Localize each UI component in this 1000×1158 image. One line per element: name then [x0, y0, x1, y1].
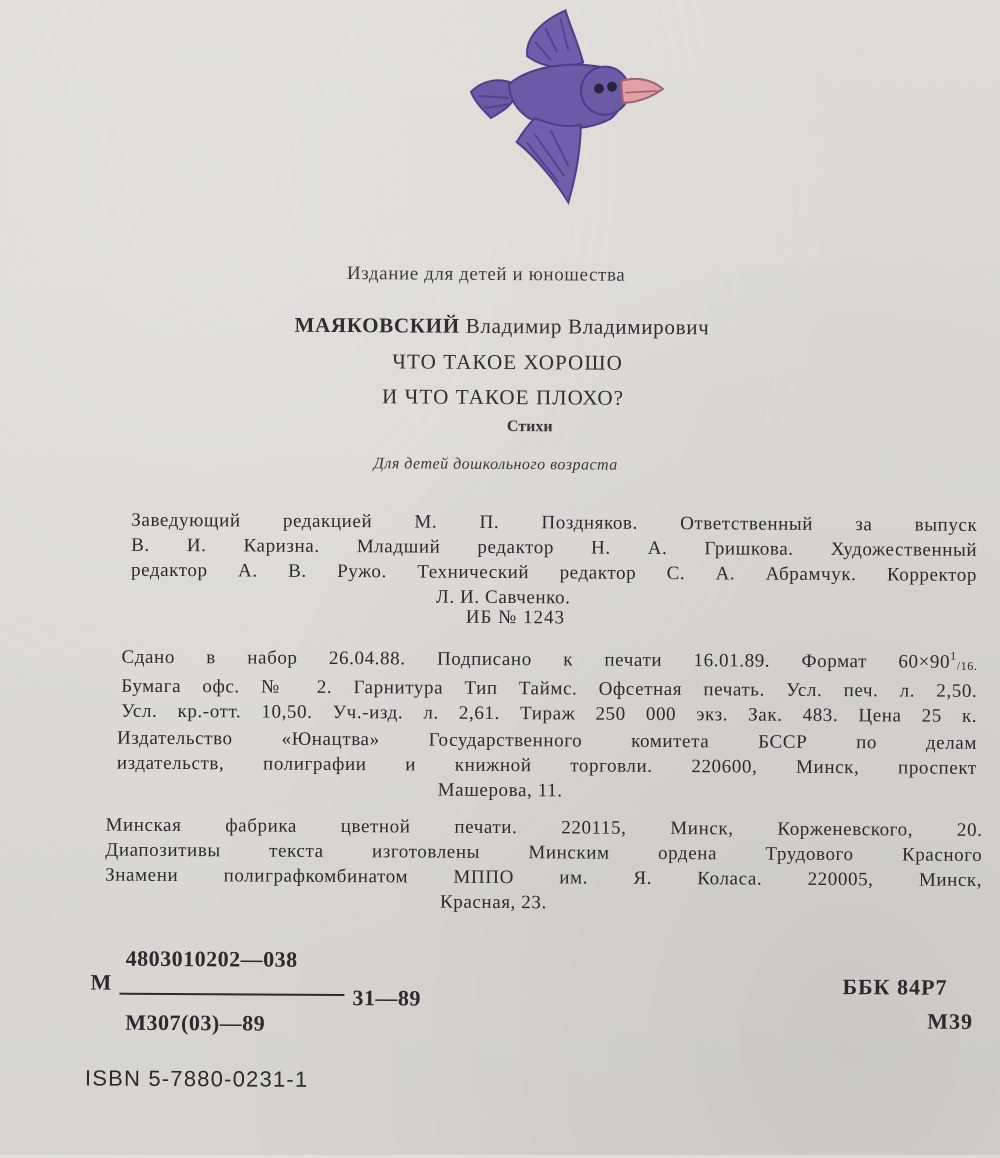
author-surname: МАЯКОВСКИЙ	[294, 312, 460, 338]
bbk-classification: ББК 84Р7	[842, 974, 948, 1000]
printing-factory-info	[105, 813, 983, 918]
catalog-code-top: 4803010202—038	[125, 945, 298, 972]
factory-line: Минская фабрика цветной печати. 220115, Минск, Корженевского, 20.	[105, 814, 983, 841]
publisher-line: Издательство «Юнацтва» Государственного комитета БССР по делам	[116, 727, 978, 754]
staff-line: Л. И. Савченко.	[435, 586, 571, 609]
publisher-line: издательств, полиграфии и книжной торговли. 220600, Минск, проспект	[116, 752, 977, 779]
publisher-line: Машерова, 11.	[437, 779, 563, 802]
ib-number: ИБ № 1243	[465, 606, 566, 629]
print-line: Бумага офс. № 2. Гарнитура Тип Таймс. Офсетная печать. Усл. печ. л. 2,50.	[121, 675, 978, 702]
author-mark: М39	[927, 1008, 974, 1034]
factory-line: Красная, 23.	[439, 891, 547, 914]
publisher-info	[117, 726, 977, 806]
catalog-year-code: 31—89	[352, 985, 422, 1011]
catalog-code-bottom: М307(03)—89	[125, 1009, 266, 1036]
print-line: Усл. кр.-отт. 10,50. Уч.-изд. л. 2,61. Тираж 250 000 экз. Зак. 483. Цена 25 к.	[121, 700, 978, 727]
audience-label: Для детей дошкольного возраста	[373, 455, 618, 474]
genre-label: Стихи	[506, 418, 553, 436]
format-superscript: 1	[950, 648, 957, 663]
staff-line: редактор А. В. Ружо. Технический редактор С. А. Абрамчук. Корректор	[130, 559, 978, 586]
print-line-text: Сдано в набор 26.04.88. Подписано к печати 16.01.89. Формат 60×90	[121, 646, 951, 673]
factory-line: Знамени полиграфкомбинатом МППО им. Я. Коласа. 220005, Минск,	[105, 864, 983, 891]
edition-type: Издание для детей и юношества	[346, 263, 626, 286]
print-line	[121, 639, 977, 679]
staff-credits	[131, 508, 978, 613]
catalog-fraction-bar	[119, 993, 344, 996]
book-title-line-2: И ЧТО ТАКОЕ ПЛОХО?	[382, 384, 625, 410]
format-subscript: /16.	[956, 658, 978, 673]
print-details	[121, 639, 978, 729]
isbn-number: ISBN 5-7880-0231-1	[84, 1065, 309, 1092]
staff-line: Заведующий редакцией М. П. Поздняков. Ответственный за выпуск	[131, 509, 978, 536]
staff-line: В. И. Каризна. Младший редактор Н. А. Гришкова. Художественный	[131, 534, 978, 561]
author-name	[294, 313, 709, 341]
author-given-name: Владимир Владимирович	[465, 313, 710, 340]
catalog-letter: М	[90, 969, 112, 995]
book-title-line-1: ЧТО ТАКОЕ ХОРОШО	[392, 349, 623, 375]
bird-illustration	[464, 6, 670, 207]
factory-line: Диапозитивы текста изготовлены Минским ордена Трудового Красного	[105, 839, 983, 866]
